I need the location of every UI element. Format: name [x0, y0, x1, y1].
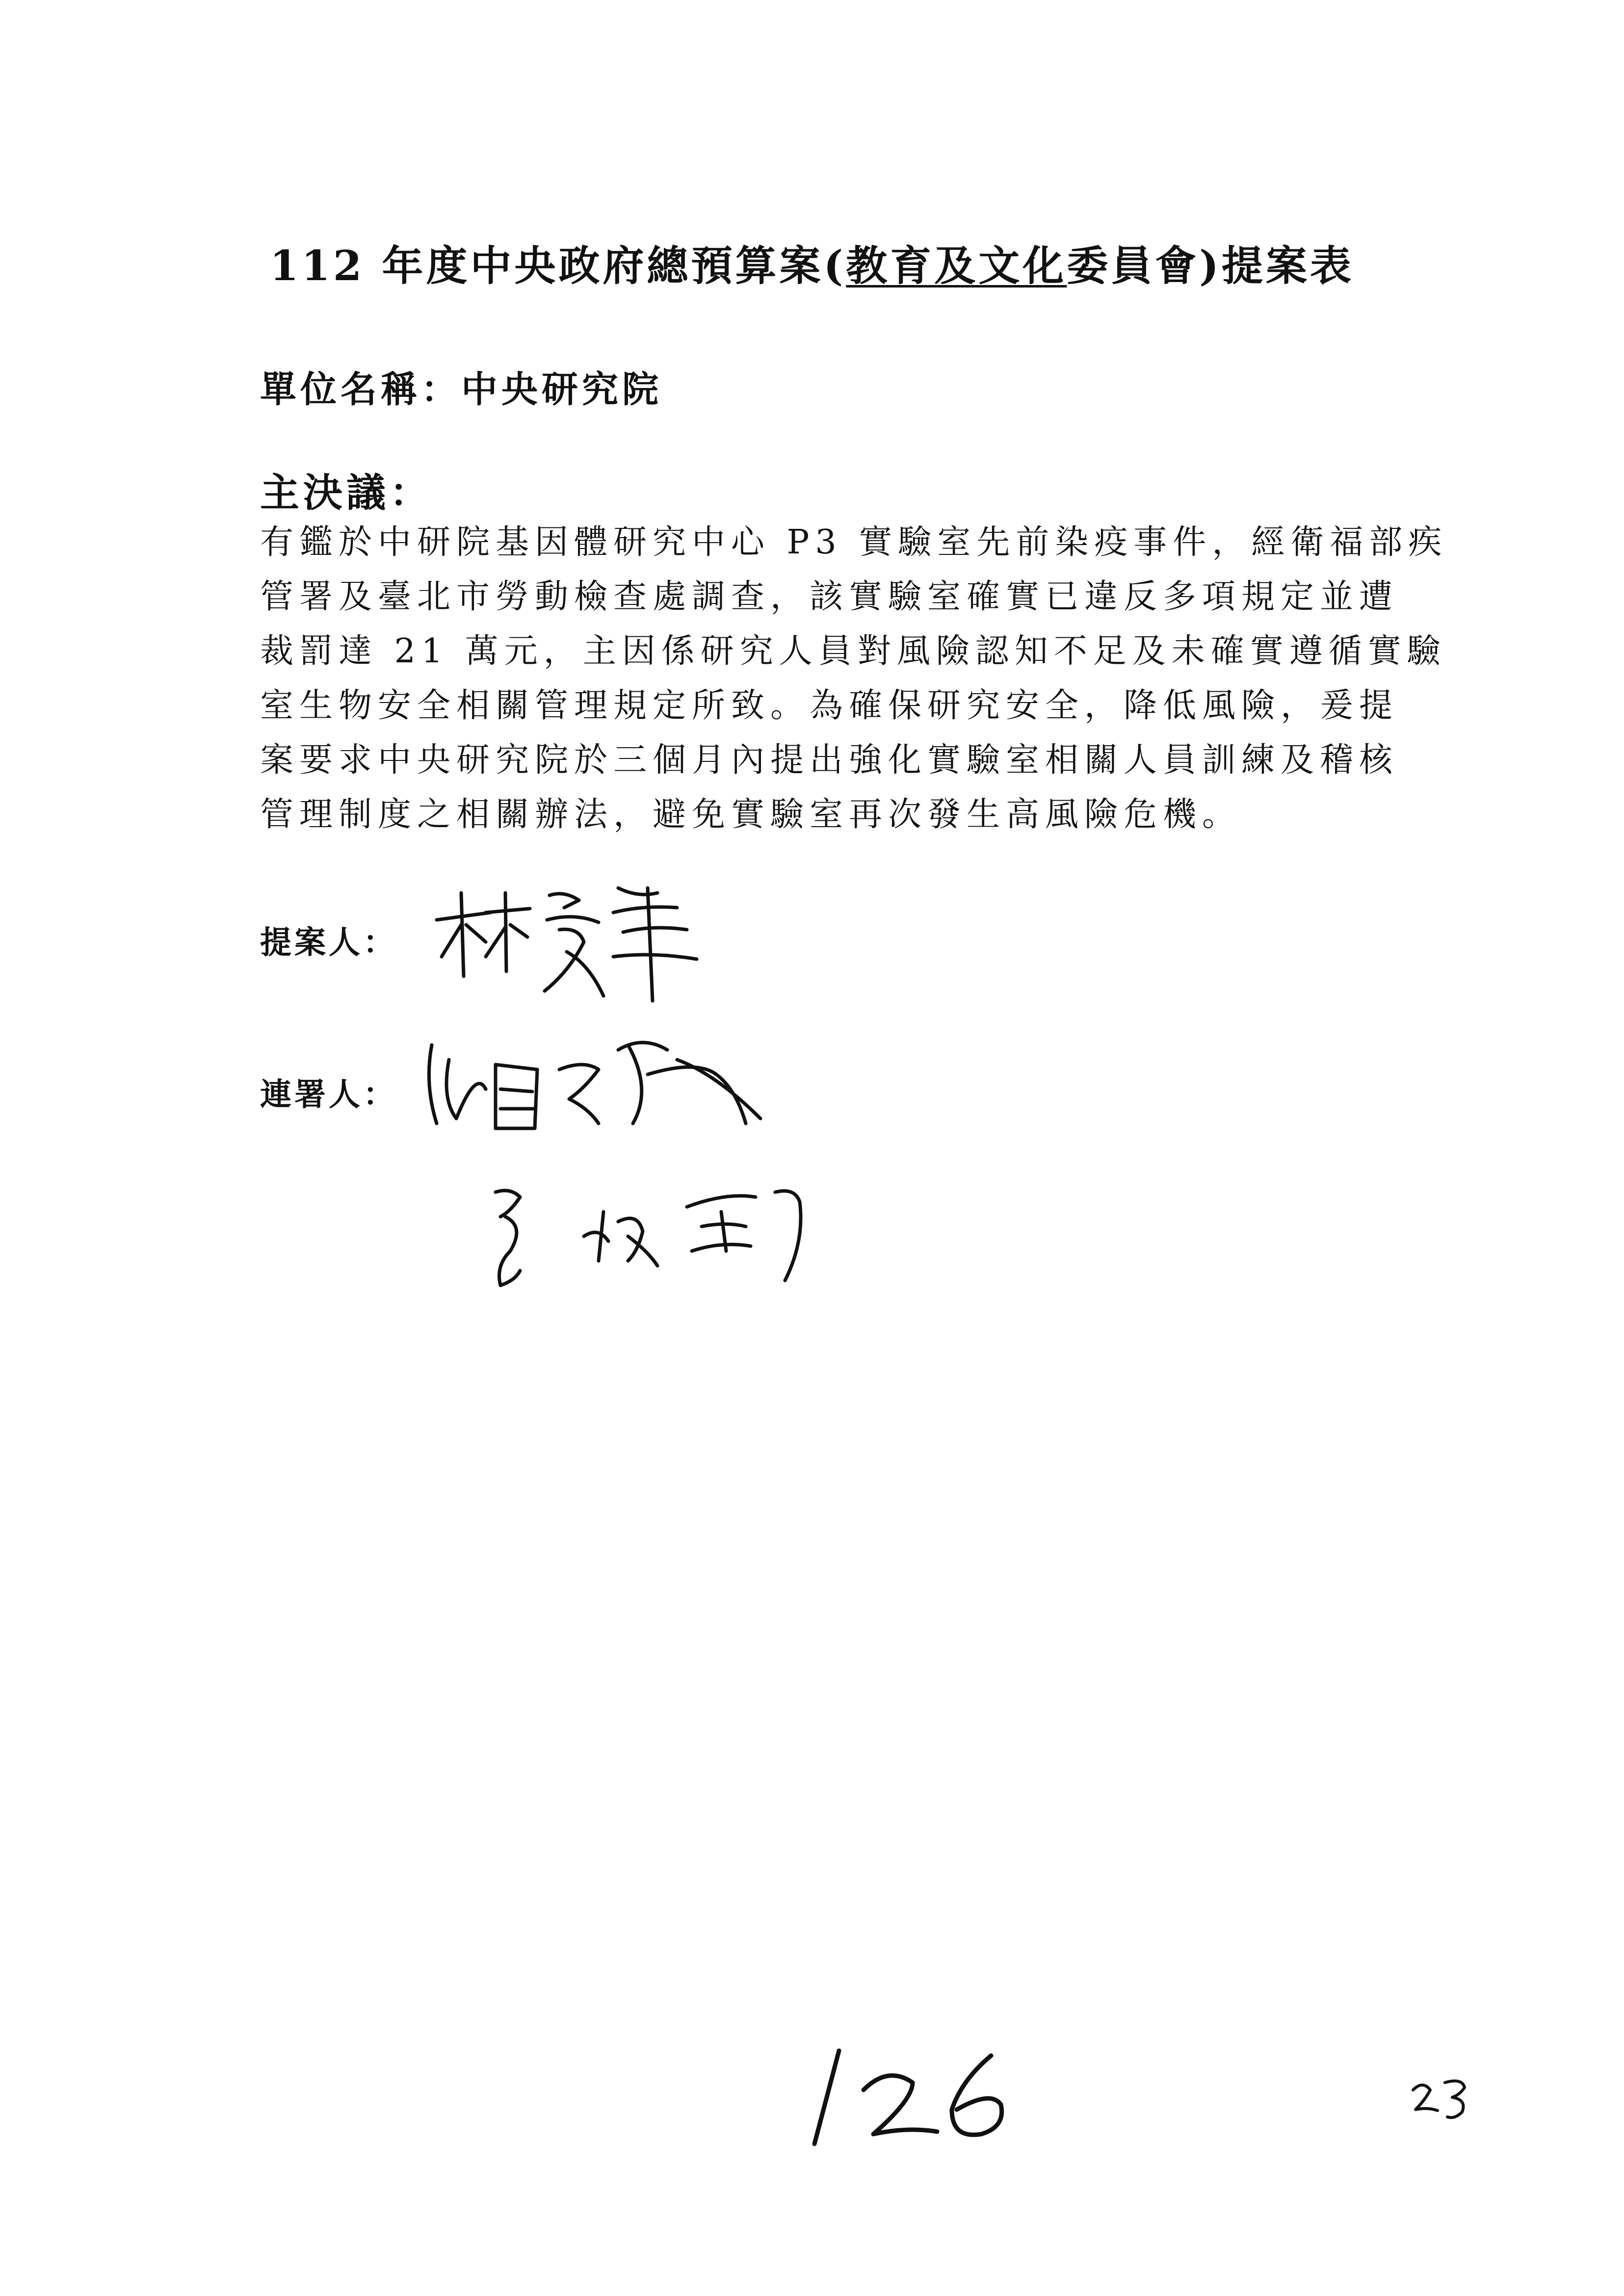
proposer-signature — [432, 878, 707, 1006]
cosigner-signature-2 — [481, 1168, 824, 1295]
unit-value: 中央研究院 — [461, 368, 662, 411]
document-title — [186, 233, 1438, 292]
resolution-line: 室生物安全相關管理規定所致。為確保研究安全，降低風險，爰提 — [260, 686, 1399, 725]
resolution-line: 裁罰達 21 萬元，主因係研究人員對風險認知不足及未確實遵循實驗 — [260, 632, 1446, 671]
resolution-body — [260, 515, 1448, 842]
proposer-label: 提案人： — [260, 924, 397, 961]
unit-label: 單位名稱： — [260, 368, 461, 411]
handwritten-corner-number — [1408, 2070, 1477, 2126]
resolution-heading: 主決議： — [260, 470, 433, 516]
resolution-line: 管署及臺北市勞動檢查處調查，該實驗室確實已違反多項規定並遭 — [260, 577, 1399, 616]
title-prefix: 112 年度中央政府總預算案( — [269, 241, 846, 290]
resolution-line: 管理制度之相關辦法，避免實驗室再次發生高風險危機。 — [260, 795, 1242, 834]
title-suffix: 委員會)提案表 — [1067, 241, 1355, 290]
title-committee: 教育及文化 — [846, 241, 1067, 290]
resolution-line: 案要求中央研究院於三個月內提出強化實驗室相關人員訓練及稽核 — [260, 741, 1399, 780]
cosigner-signature-1 — [422, 1030, 775, 1148]
handwritten-page-number — [805, 2036, 1050, 2156]
resolution-line: 有鑑於中研院基因體研究中心 P3 實驗室先前染疫事件，經衛福部疾 — [260, 523, 1448, 562]
unit-name-row — [260, 361, 662, 413]
cosigner-label: 連署人： — [260, 1076, 397, 1113]
